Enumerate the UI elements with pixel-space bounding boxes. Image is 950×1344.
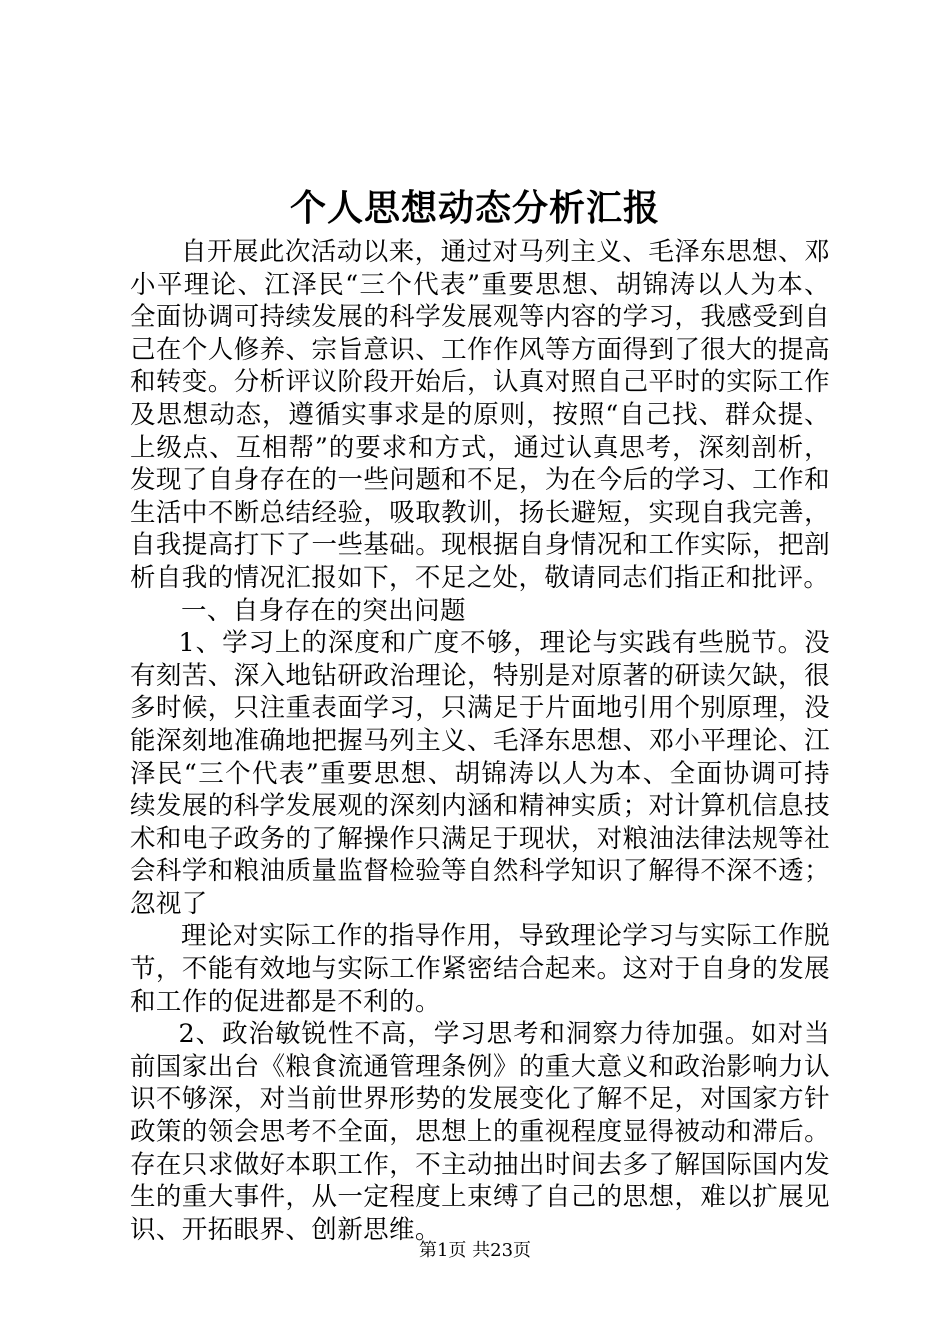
document-title: 个人思想动态分析汇报 xyxy=(289,187,660,229)
intro-paragraph: 自开展此次活动以来，通过对马列主义、毛泽东思想、邓小平理论、江泽民“三个代表”重要思想、胡锦涛以人为本、全面协调可持续发展的科学发展观等内容的学习，我感受到自己在个人修养、宗旨意识、工作作风等方面得到了很大的提高和转变。分析评议阶段开始后，认真对照自己平时的实际工作及思想动态，遵循实事求是的原则，按照“自己找、群众提、上级点、互相帮”的要求和方式，通过认真思考，深刻剖析，发现了自身存在的一些问题和不足，为在今后的学习、工作和生活中不断总结经验，吸取教训，扬长避短，实现自我完善，自我提高打下了一些基础。现根据自身情况和工作实际，把剖析自我的情况汇报如下，不足之处，敬请同志们指正和批评。 xyxy=(130,237,830,593)
problem-1-continued-paragraph: 理论对实际工作的指导作用，导致理论学习与实际工作脱节，不能有效地与实际工作紧密结合起来。这对于自身的发展和工作的促进都是不利的。 xyxy=(130,921,830,1017)
page-number-footer: 第1页 共23页 xyxy=(418,1240,532,1261)
section-heading: 一、自身存在的突出问题 xyxy=(181,595,466,626)
document-body xyxy=(130,236,830,1246)
problem-2-paragraph: 2、政治敏锐性不高，学习思考和洞察力待加强。如对当前国家出台《粮食流通管理条例》的重大意义和政治影响力认识不够深，对当前世界形势的发展变化了解不足，对国家方针政策的领会思考不全面，思想上的重视程度显得被动和滞后。存在只求做好本职工作，不主动抽出时间去多了解国际国内发生的重大事件，从一定程度上束缚了自己的思想，难以扩展见识、开拓眼界、创新思维。 xyxy=(130,1019,830,1245)
problem-1-paragraph: 1、学习上的深度和广度不够，理论与实践有些脱节。没有刻苦、深入地钻研政治理论，特别是对原著的研读欠缺，很多时候，只注重表面学习，只满足于片面地引用个别原理，没能深刻地准确地把握马列主义、毛泽东思想、邓小平理论、江泽民“三个代表”重要思想、胡锦涛以人为本、全面协调可持续发展的科学发展观的深刻内涵和精神实质；对计算机信息技术和电子政务的了解操作只满足于现状，对粮油法律法规等社会科学和粮油质量监督检验等自然科学知识了解得不深不透；忽视了 xyxy=(130,628,830,919)
